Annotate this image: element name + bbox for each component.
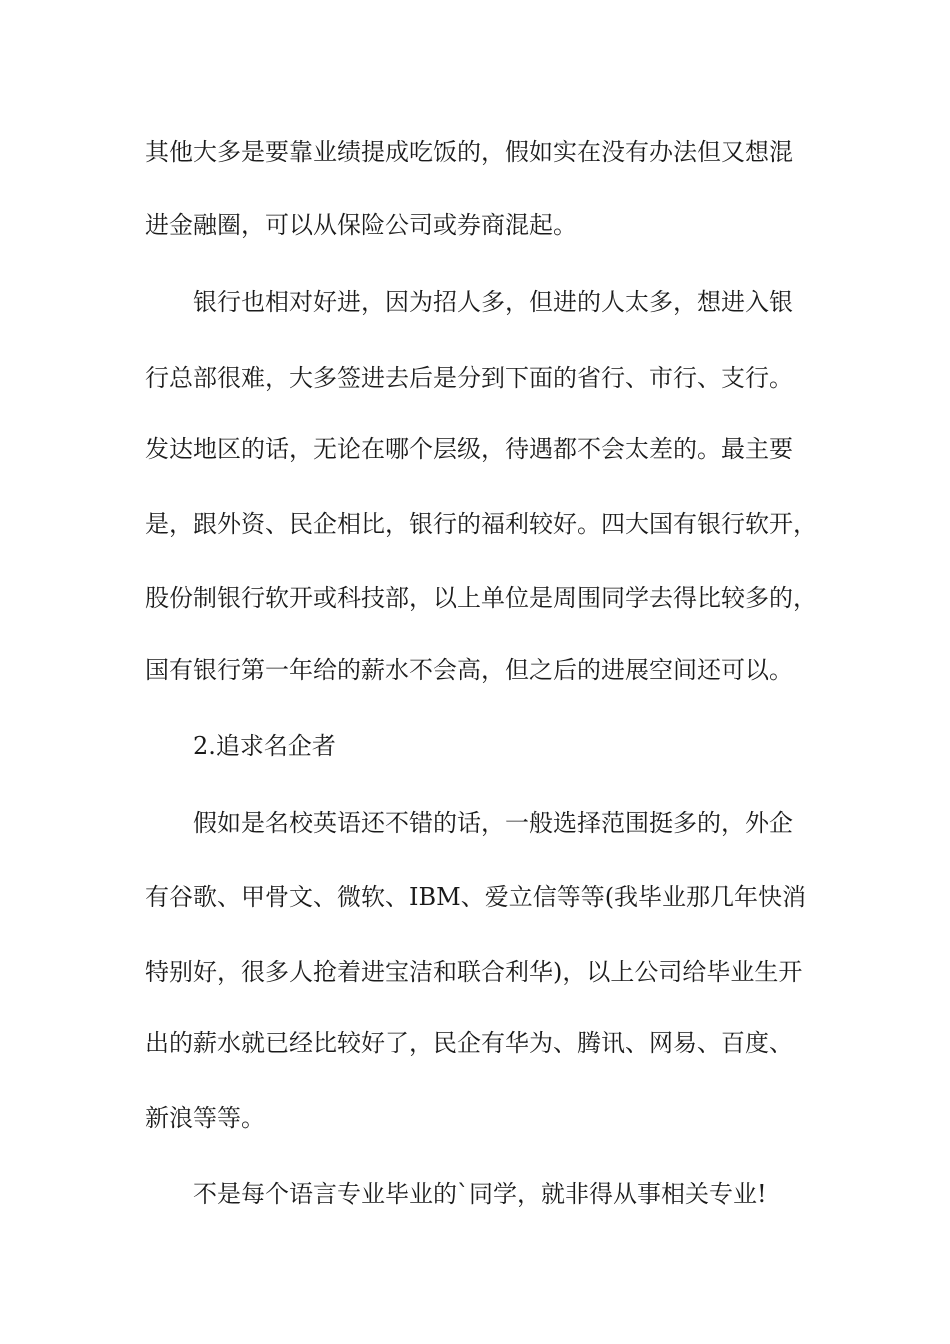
- section-heading: 2.追求名企者: [193, 732, 336, 760]
- paragraph-line: 进金融圈，可以从保险公司或券商混起。: [145, 211, 577, 239]
- paragraph-line: 行总部很难，大多签进去后是分到下面的省行、市行、支行。: [145, 364, 793, 392]
- paragraph-line: 国有银行第一年给的薪水不会高，但之后的进展空间还可以。: [145, 656, 793, 684]
- paragraph-line: 出的薪水就已经比较好了，民企有华为、腾讯、网易、百度、: [145, 1029, 793, 1057]
- paragraph-line: 不是每个语言专业毕业的`同学，就非得从事相关专业!: [193, 1180, 767, 1208]
- paragraph-line: 发达地区的话，无论在哪个层级，待遇都不会太差的。最主要: [145, 435, 793, 463]
- paragraph-line: 新浪等等。: [145, 1104, 265, 1132]
- paragraph-line: 特别好，很多人抢着进宝洁和联合利华)，以上公司给毕业生开: [145, 958, 803, 986]
- paragraph-line: 其他大多是要靠业绩提成吃饭的，假如实在没有办法但又想混: [145, 138, 793, 166]
- paragraph-line: 有谷歌、甲骨文、微软、IBM、爱立信等等(我毕业那几年快消: [145, 883, 807, 911]
- paragraph-line: 股份制银行软开或科技部，以上单位是周围同学去得比较多的，: [145, 584, 817, 612]
- paragraph-line: 银行也相对好进，因为招人多，但进的人太多，想进入银: [193, 288, 793, 316]
- paragraph-line: 是，跟外资、民企相比，银行的福利较好。四大国有银行软开，: [145, 510, 817, 538]
- paragraph-line: 假如是名校英语还不错的话，一般选择范围挺多的，外企: [193, 809, 793, 837]
